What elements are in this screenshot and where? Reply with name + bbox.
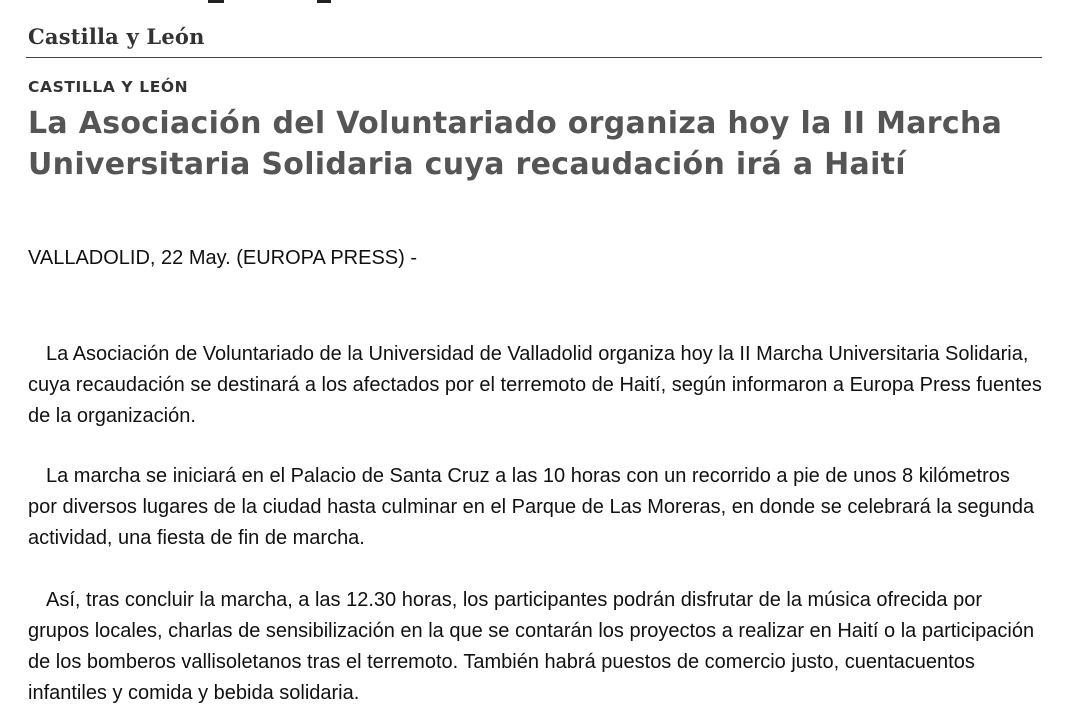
header-divider <box>26 57 1042 58</box>
article-kicker: CASTILLA Y LEÓN <box>28 78 189 96</box>
paragraph-text: Así, tras concluir la marcha, a las 12.30 horas, los participantes podrán disfrutar de la música ofrecida por grupos locales, charlas de sensibilización en la que se contarán los proyectos a realizar en Haití o la participación de los bomberos vallisoletanos tras el terremoto. También habrá puestos de comercio justo, cuentacuentos infantiles y comida y bebida solidaria. <box>28 589 1035 704</box>
article-paragraph <box>28 585 1043 709</box>
cropped-text-remnant <box>0 0 1065 6</box>
section-header: Castilla y León <box>28 24 205 49</box>
article-headline: La Asociación del Voluntariado organiza hoy la II Marcha Universitaria Solidaria cuya recaudación irá a Haití <box>28 106 1003 182</box>
article-paragraph <box>28 461 1043 554</box>
article-paragraph <box>28 339 1043 432</box>
article-dateline: VALLADOLID, 22 May. (EUROPA PRESS) - <box>28 247 418 269</box>
paragraph-text: La marcha se iniciará en el Palacio de Santa Cruz a las 10 horas con un recorrido a pie de unos 8 kilómetros por diversos lugares de la ciudad hasta culminar en el Parque de Las Moreras, en donde se celebrará la segunda actividad, una fiesta de fin de marcha. <box>28 465 1035 549</box>
paragraph-text: La Asociación de Voluntariado de la Universidad de Valladolid organiza hoy la II Marcha Universitaria Solidaria, cuya recaudación se destinará a los afectados por el terremoto de Haití, según informaron a Europa Press fuentes de la organización. <box>28 343 1042 427</box>
